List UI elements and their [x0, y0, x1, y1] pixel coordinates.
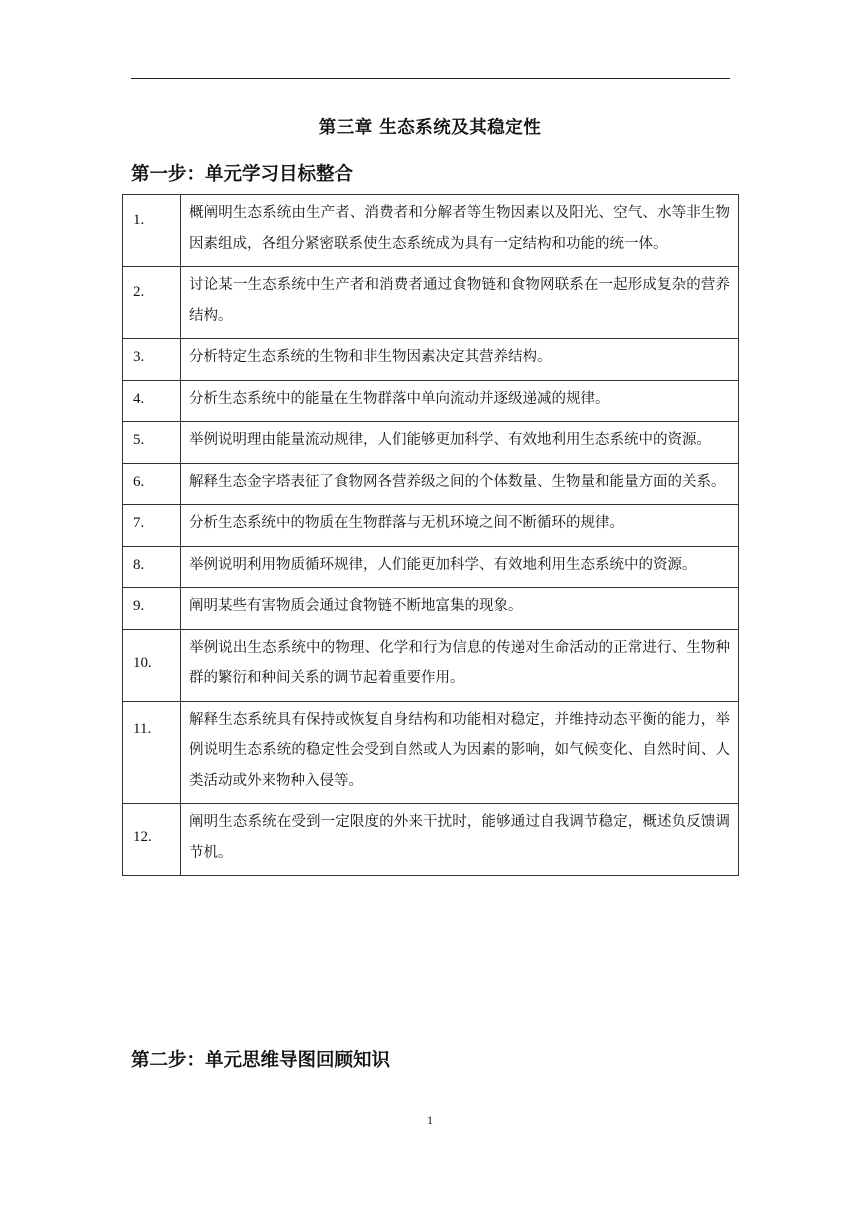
table-row [123, 588, 739, 630]
goal-number: 5. [123, 422, 181, 464]
goal-number: 9. [123, 588, 181, 630]
goal-number: 1. [123, 195, 181, 267]
goal-number: 11. [123, 701, 181, 804]
table-row [123, 195, 739, 267]
goal-text: 阐明某些有害物质会通过食物链不断地富集的现象。 [181, 588, 739, 630]
goal-text: 解释生态金字塔表征了食物网各营养级之间的个体数量、生物量和能量方面的关系。 [181, 463, 739, 505]
table-row [123, 267, 739, 339]
table-row [123, 505, 739, 547]
goal-text: 分析生态系统中的能量在生物群落中单向流动并逐级递减的规律。 [181, 380, 739, 422]
section-heading-step1: 第一步：单元学习目标整合 [131, 164, 354, 185]
table-row [123, 701, 739, 804]
goal-number: 3. [123, 339, 181, 381]
goal-number: 4. [123, 380, 181, 422]
table-row [123, 546, 739, 588]
goal-number: 8. [123, 546, 181, 588]
goal-number: 6. [123, 463, 181, 505]
goal-text: 分析特定生态系统的生物和非生物因素决定其营养结构。 [181, 339, 739, 381]
goal-text: 讨论某一生态系统中生产者和消费者通过食物链和食物网联系在一起形成复杂的营养结构。 [181, 267, 739, 339]
goal-text: 举例说明理由能量流动规律，人们能够更加科学、有效地利用生态系统中的资源。 [181, 422, 739, 464]
page-number: 1 [427, 1113, 433, 1127]
table-row [123, 422, 739, 464]
goal-text: 举例说明利用物质循环规律，人们能更加科学、有效地利用生态系统中的资源。 [181, 546, 739, 588]
goal-text: 解释生态系统具有保持或恢复自身结构和功能相对稳定，并维持动态平衡的能力，举例说明生态系统的稳定性会受到自然或人为因素的影响，如气候变化、自然时间、人类活动或外来物种入侵等。 [181, 701, 739, 804]
goal-text: 分析生态系统中的物质在生物群落与无机环境之间不断循环的规律。 [181, 505, 739, 547]
goal-text: 举例说出生态系统中的物理、化学和行为信息的传递对生命活动的正常进行、生物种群的繁衍和种间关系的调节起着重要作用。 [181, 629, 739, 701]
goal-text: 阐明生态系统在受到一定限度的外来干扰时，能够通过自我调节稳定，概述负反馈调节机。 [181, 804, 739, 876]
header-rule [131, 78, 730, 79]
goal-number: 10. [123, 629, 181, 701]
goal-number: 7. [123, 505, 181, 547]
table-row [123, 380, 739, 422]
table-row [123, 463, 739, 505]
learning-goals-table [122, 194, 739, 876]
table-row [123, 804, 739, 876]
goal-number: 12. [123, 804, 181, 876]
table-row [123, 339, 739, 381]
goal-number: 2. [123, 267, 181, 339]
goal-text: 概阐明生态系统由生产者、消费者和分解者等生物因素以及阳光、空气、水等非生物因素组成，各组分紧密联系使生态系统成为具有一定结构和功能的统一体。 [181, 195, 739, 267]
chapter-title: 第三章 生态系统及其稳定性 [318, 118, 542, 138]
table-row [123, 629, 739, 701]
section-heading-step2: 第二步：单元思维导图回顾知识 [131, 1050, 391, 1071]
